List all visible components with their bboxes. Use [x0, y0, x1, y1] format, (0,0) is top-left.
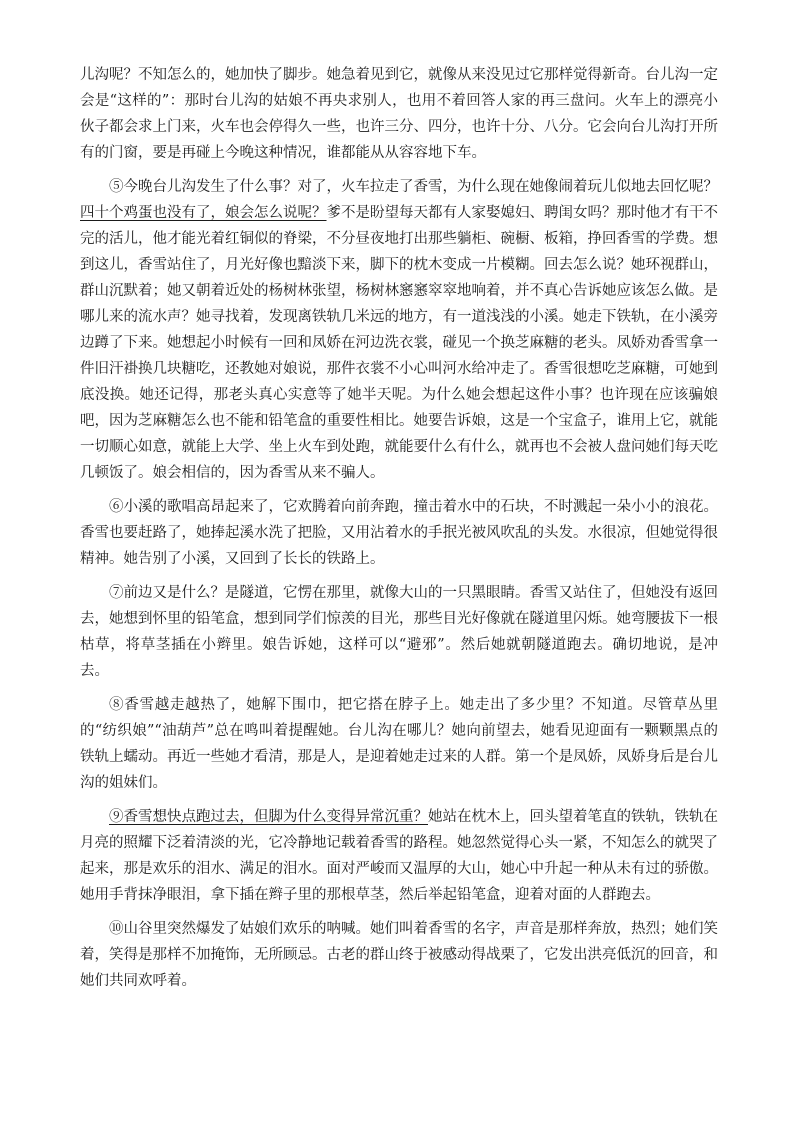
paragraph-5-body: 爹不是盼望每天都有人家娶媳妇、聘闺女吗？那时他才有干不完的活儿，他才能光着红铜似的脊梁，不分昼夜地打出那些躺柜、碗橱、板箱，挣回香雪的学费。想到这儿，香雪站住了，月光好像也黯淡下来，脚下的枕木变成一片模糊。回去怎么说？她环视群山，群山沉默着；她又朝着近处的杨树林张望，杨树林窸窸窣窣地响着，并不真心告诉她应该怎么做。是哪儿来的流水声？她寻找着，发现离铁轨几米远的地方，有一道浅浅的小溪。她走下铁轨，在小溪旁边蹲了下来。她想起小时候有一回和凤娇在河边洗衣裳，碰见一个换芝麻糖的老头。凤娇劝香雪拿一件旧汗褂换几块糖吃，还教她对娘说，那件衣裳不小心叫河水给冲走了。香雪很想吃芝麻糖，可她到底没换。她还记得，那老头真心实意等了她半天呢。为什么她会想起这件小事？也许现在应该骗娘吧，因为芝麻糖怎么也不能和铅笔盒的重要性相比。她要告诉娘，这是一个宝盒子，谁用上它，就能一切顺心如意，就能上大学、坐上火车到处跑，就能要什么有什么，就再也不会被人盘问她们每天吃几顿饭了。娘会相信的，因为香雪从来不骗人。 — [80, 205, 718, 481]
paragraph-7: ⑦前边又是什么？是隧道，它愣在那里，就像大山的一只黑眼睛。香雪又站住了，但她没有返回去，她想到怀里的铅笔盒，想到同学们惊羡的目光，那些目光好像就在隧道里闪烁。她弯腰拔下一根枯草，将草茎插在小辫里。娘告诉她，这样可以“避邪”。然后她就朝隧道跑去。确切地说，是冲去。 — [80, 585, 718, 679]
paragraph-5 — [80, 174, 718, 486]
document-page — [80, 62, 718, 1002]
paragraph-10: ⑩山谷里突然爆发了姑娘们欢乐的呐喊。她们叫着香雪的名字，声音是那样奔放，热烈；她们笑着，笑得是那样不加掩饰，无所顾忌。古老的群山终于被感动得战栗了，它发出洪亮低沉的回音，和她们共同欢呼着。 — [80, 921, 718, 989]
paragraph-9-body: 她站在枕木上，回头望着笔直的铁轨，铁轨在月亮的照耀下泛着清淡的光，它冷静地记载着香雪的路程。她忽然觉得心头一紧，不知怎么的就哭了起来，那是欢乐的泪水、满足的泪水。面对严峻而又温厚的大山，她心中升起一种从未有过的骄傲。她用手背抹净眼泪，拿下插在辫子里的那根草茎，然后举起铅笔盒，迎着对面的人群跑去。 — [80, 809, 718, 903]
paragraph-5-lead: ⑤今晚台儿沟发生了什么事？对了，火车拉走了香雪，为什么现在她像闹着玩儿似地去回忆呢？ — [109, 179, 718, 195]
paragraph-9 — [80, 804, 718, 908]
paragraph-9-underlined-sentence: ⑨香雪想快点跑过去，但脚为什么变得异常沉重？ — [109, 809, 428, 825]
paragraph-5-underlined-question: 四十个鸡蛋也没有了，娘会怎么说呢？ — [80, 205, 327, 221]
paragraph-6: ⑥小溪的歌唱高昂起来了，它欢腾着向前奔跑，撞击着水中的石块，不时溅起一朵小小的浪花。香雪也要赶路了，她捧起溪水洗了把脸，又用沾着水的手抿光被风吹乱的头发。水很凉，但她觉得很精神。她告别了小溪，又回到了长长的铁路上。 — [80, 499, 718, 567]
paragraph-8: ⑧香雪越走越热了，她解下围巾，把它搭在脖子上。她走出了多少里？不知道。尽管草丛里的“纺织娘”“油葫芦”总在鸣叫着提醒她。台儿沟在哪儿？她向前望去，她看见迎面有一颗颗黑点的铁轨上蠕动。再近一些她才看清，那是人，是迎着她走过来的人群。第一个是凤娇，凤娇身后是台儿沟的姐妹们。 — [80, 697, 718, 791]
paragraph-continuation: 儿沟呢？不知怎么的，她加快了脚步。她急着见到它，就像从来没见过它那样觉得新奇。台儿沟一定会是“这样的”：那时台儿沟的姑娘不再央求别人，也用不着回答人家的再三盘问。火车上的漂亮小伙子都会求上门来，火车也会停得久一些，也许三分、四分，也许十分、八分。它会向台儿沟打开所有的门窗，要是再碰上今晚这种情况，谁都能从从容容地下车。 — [80, 67, 718, 161]
